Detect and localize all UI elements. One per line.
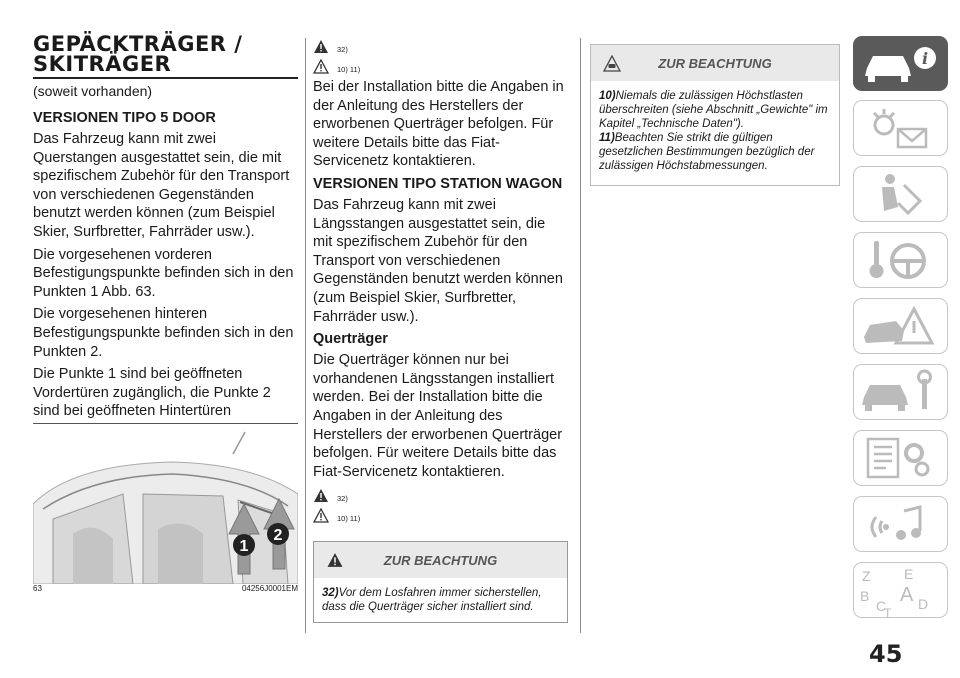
- ref-number: 10) 11): [337, 65, 361, 74]
- caution-box-title: ZUR BEACHTUNG: [658, 55, 772, 71]
- ref-number: 32): [337, 45, 348, 54]
- car-warning-icon: [603, 55, 621, 73]
- middle-column: [313, 0, 568, 623]
- title-line-1: GEPÄCKTRÄGER /: [33, 32, 243, 56]
- index-letter: B: [860, 588, 870, 604]
- index-letter: A: [900, 584, 914, 606]
- lights-message-icon: [854, 101, 947, 155]
- car-crash-warning-icon: [854, 299, 947, 353]
- note-text: Niemals die zulässigen Höchstlasten überschreiten (siehe Abschnitt „Gewichte" im Kapitel „Technische Daten").: [599, 90, 828, 130]
- figure-code: 04256J0001EM: [241, 584, 298, 593]
- caution-ref: [313, 505, 568, 523]
- checklist-gear-icon: [854, 431, 947, 485]
- tab-maintenance[interactable]: [853, 364, 948, 420]
- ref-number: 10) 11): [337, 514, 361, 524]
- subtitle: (soweit vorhanden): [33, 83, 153, 99]
- warning-box-title: ZUR BEACHTUNG: [383, 552, 498, 568]
- title-underline: [33, 77, 298, 79]
- tab-car-info[interactable]: [853, 36, 948, 91]
- index-letter: T: [884, 606, 892, 617]
- tab-lights-messages[interactable]: [853, 100, 948, 156]
- left-column: [33, 0, 298, 444]
- index-letter: Z: [862, 568, 871, 584]
- title-line-2: SKITRÄGER: [33, 52, 172, 76]
- paragraph: Die Querträger können nur bei vorhandenen Längsstangen installiert werden. Bei der Installation bitte die Angaben in der Anleitung des Herstellers der erworbenen Querträger befolgen. Für weitere Details bitte das Fiat-Servicenetz kontaktieren.: [313, 352, 563, 480]
- car-info-icon: [853, 36, 948, 91]
- page-title: [33, 0, 298, 74]
- warning-ref: [313, 485, 568, 503]
- figure-number: 63: [33, 584, 42, 593]
- paragraph: Die vorgesehenen hinteren Befestigungspunkte befinden sich in den Punkten 2.: [33, 306, 294, 360]
- note-number: 11): [599, 132, 615, 144]
- paragraph: Die vorgesehenen vorderen Befestigungspunkte befinden sich in den Punkten 1 Abb. 63.: [33, 246, 294, 300]
- paragraph: Die Punkte 1 sind bei geöffneten Vordertüren zugänglich, die Punkte 2 sind bei geöffneten Hintertüren: [33, 366, 271, 420]
- index-letter: C: [876, 598, 887, 614]
- ref-number: 32): [337, 494, 348, 504]
- column-divider: [580, 38, 581, 633]
- note-number: 32): [322, 587, 339, 600]
- warning-triangle-icon: [313, 488, 329, 503]
- column-divider: [305, 38, 306, 633]
- paragraph: Bei der Installation bitte die Angaben in der Anleitung des Herstellers der erworbenen Querträger befolgen. Für weitere Details bitte das Fiat-Servicenetz kontaktieren.: [313, 79, 564, 170]
- caution-box-header: [591, 45, 839, 81]
- heading-tipo-5-door: VERSIONEN TIPO 5 DOOR: [33, 110, 216, 126]
- key-steering-wheel-icon: [854, 233, 947, 287]
- alphabet-index-icon: [854, 563, 947, 617]
- caution-triangle-icon: [313, 508, 329, 523]
- warning-box-body: [314, 578, 567, 622]
- paragraph: Das Fahrzeug kann mit zwei Längsstangen ausgestattet sein, die mit spezifischem Zubehör für den Transport von verschiedenen Gegenständen benutzt werden können (zum Beispiel Skier, Surfbretter, Fahrräder usw.).: [313, 196, 563, 325]
- heading-quertraeger: Querträger: [313, 331, 388, 348]
- signal-music-icon: [854, 497, 947, 551]
- figure-63: [33, 423, 298, 584]
- car-wrench-icon: [854, 365, 947, 419]
- warning-box: [313, 541, 568, 623]
- index-letter: E: [904, 566, 914, 582]
- tab-technical-data[interactable]: [853, 430, 948, 486]
- warning-triangle-icon: [313, 39, 329, 54]
- tab-emergency[interactable]: [853, 298, 948, 354]
- warning-ref: [313, 36, 568, 54]
- paragraph: Das Fahrzeug kann mit zwei Querstangen ausgestattet sein, die mit spezifischem Zubehör für den Transport von verschiedenen Gegenständen benutzt werden können (zum Beispiel Skier, Surfbretter, Fahrräder usw.).: [33, 131, 290, 240]
- tab-multimedia[interactable]: [853, 496, 948, 552]
- tab-starting-driving[interactable]: [853, 232, 948, 288]
- right-column: [590, 44, 840, 186]
- index-letter: D: [918, 596, 929, 612]
- warning-triangle-icon: [326, 552, 344, 568]
- caution-ref: [313, 56, 568, 74]
- svg-text:i: i: [921, 49, 929, 68]
- callout-1: 1: [239, 538, 249, 555]
- note-text: Beachten Sie strikt die gültigen gesetzlichen Bestimmungen bezüglich der zulässigen Höchstabmessungen.: [599, 132, 815, 172]
- caution-triangle-icon: [313, 59, 329, 74]
- tab-index[interactable]: [853, 562, 948, 618]
- page-number: 45: [869, 640, 903, 668]
- caution-box: [590, 44, 840, 186]
- caution-box-body: [591, 81, 839, 185]
- warning-box-header: [314, 542, 567, 578]
- callout-2: 2: [273, 527, 283, 544]
- seat-airbag-icon: [854, 167, 947, 221]
- note-text: Vor dem Losfahren immer sicherstellen, dass die Querträger sicher installiert sind.: [322, 587, 542, 614]
- note-number: 10): [599, 90, 616, 102]
- heading-tipo-station-wagon: VERSIONEN TIPO STATION WAGON: [313, 175, 563, 192]
- tab-safety[interactable]: [853, 166, 948, 222]
- car-roof-illustration: [33, 424, 298, 584]
